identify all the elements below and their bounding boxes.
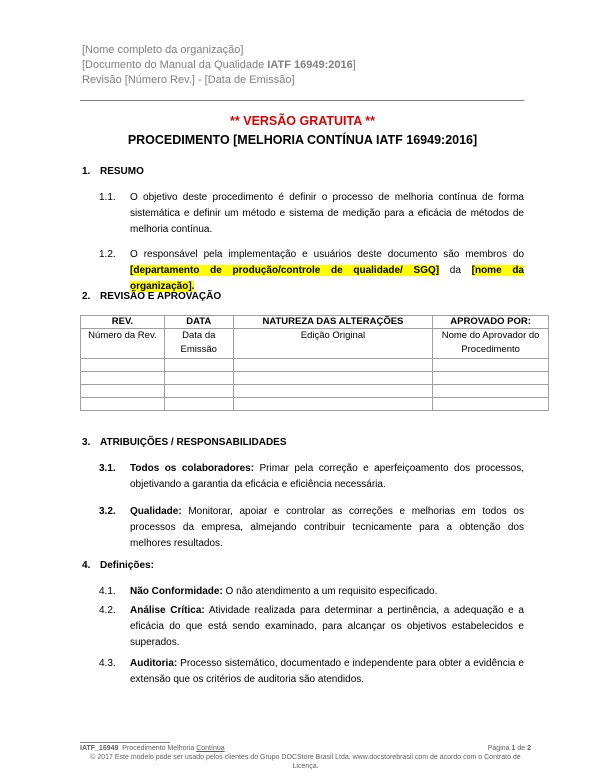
footer-divider	[80, 742, 170, 743]
footer-copyright: © 2017 Este modelo pode ser usado pelos clientes do Grupo DOCStore Brasil Ltda. www.docstorebrasil.com de acordo com o Contrato de Licença.	[90, 754, 521, 770]
paragraph-number: 1.2.	[99, 249, 116, 260]
highlight-organization: [nome da organização].	[130, 265, 524, 292]
footer-page-number	[488, 744, 531, 753]
table-cell-data: Data da Emissão	[164, 329, 233, 359]
section-title: ATRIBUIÇÕES / RESPONSABILIDADES	[100, 437, 287, 448]
paragraph-3-1	[99, 461, 524, 493]
table-row-empty	[81, 359, 549, 372]
section-heading-definicoes	[82, 560, 154, 571]
section-heading-revisao	[82, 291, 221, 302]
paragraph-text	[130, 584, 524, 600]
table-cell-aprovado: Nome do Aprovador do Procedimento	[433, 329, 549, 359]
section-number: 3.	[82, 437, 91, 448]
section-title: RESUMO	[100, 166, 144, 177]
paragraph-number: 4.2.	[99, 605, 116, 616]
section-number: 1.	[82, 166, 91, 177]
paragraph-number: 3.1.	[99, 463, 116, 474]
header-divider	[80, 100, 524, 101]
paragraph-body: O não atendimento a um requisito especificado.	[222, 586, 438, 597]
paragraph-text-a: O responsável pela implementação e usuários deste documento são membros do	[130, 249, 524, 260]
highlight-department: [departamento de produção/controle de qualidade/ SGQ]	[130, 265, 440, 276]
paragraph-text-b: da	[439, 265, 472, 276]
free-version-banner: ** VERSÃO GRATUITA **	[230, 114, 375, 128]
document-header	[82, 43, 356, 88]
table-header-natureza: NATUREZA DAS ALTERAÇÕES	[233, 316, 432, 329]
header-manual-standard: IATF 16949:2016	[267, 59, 353, 71]
table-row-empty	[81, 398, 549, 411]
table-cell-rev: Número da Rev.	[81, 329, 165, 359]
table-row-empty	[81, 372, 549, 385]
paragraph-4-3	[99, 656, 524, 688]
section-title: Definições:	[100, 560, 154, 571]
table-header-aprovado: APROVADO POR:	[433, 316, 549, 329]
paragraph-text: O objetivo deste procedimento é definir o processo de melhoria contínua de forma sistemática e definir um método e sistema de medição para a eficácia de métodos de melhoria contínua.	[130, 192, 524, 235]
paragraph-number: 3.2.	[99, 506, 116, 517]
header-revision: Revisão [Número Rev.] - [Data de Emissão]	[82, 74, 295, 86]
paragraph-text	[130, 504, 524, 552]
table-header-rev: REV.	[81, 316, 165, 329]
paragraph-4-1	[99, 584, 524, 600]
paragraph-text	[130, 656, 524, 688]
footer-page-current: 1	[511, 745, 516, 752]
footer-page-total: 2	[527, 745, 531, 752]
paragraph-1-2	[99, 247, 524, 295]
header-manual-line	[82, 58, 356, 73]
footer-doc-code: IATF_16949	[80, 745, 119, 752]
document-title: PROCEDIMENTO [MELHORIA CONTÍNUA IATF 16949:2016]	[127, 133, 478, 147]
paragraph-body: Atividade realizada para determinar a pertinência, a adequação e a eficácia do que está sendo examinado, para alcançar os objetivos estabelecidos e superados.	[130, 605, 524, 648]
paragraph-4-2	[99, 603, 524, 651]
paragraph-body: Primar pela correção e aperfeiçoamento dos processos, objetivando a garantia da eficácia e eficiência necessária.	[130, 463, 524, 490]
paragraph-text	[130, 461, 524, 493]
paragraph-text	[130, 603, 524, 651]
header-manual-suffix: ]	[352, 59, 356, 71]
footer-doc-link[interactable]: Contínua	[196, 745, 225, 752]
paragraph-label: Qualidade:	[130, 506, 182, 517]
paragraph-label: Todos os colaboradores:	[130, 463, 255, 474]
document-footer	[80, 744, 531, 771]
table-header-row	[81, 316, 549, 329]
paragraph-label: Auditoria:	[130, 658, 178, 669]
table-cell-natureza: Edição Original	[233, 329, 432, 359]
paragraph-label: Não Conformidade:	[130, 586, 223, 597]
header-manual-prefix: [Documento do Manual da Qualidade	[82, 59, 268, 71]
paragraph-number: 4.1.	[99, 586, 116, 597]
paragraph-number: 4.3.	[99, 658, 116, 669]
revision-table	[80, 315, 549, 411]
footer-doc-info	[80, 744, 531, 753]
table-row-empty	[81, 385, 549, 398]
table-header-data: DATA	[164, 316, 233, 329]
paragraph-number: 1.1.	[99, 192, 116, 203]
paragraph-label: Análise Crítica:	[130, 605, 205, 616]
footer-page-label: Página	[487, 745, 512, 752]
header-org-name: [Nome completo da organização]	[82, 44, 244, 56]
paragraph-1-1	[99, 190, 524, 238]
paragraph-3-2	[99, 504, 524, 552]
paragraph-text	[130, 247, 524, 295]
paragraph-body: Processo sistemático, documentado e independente para obter a evidência e extensão que os critérios de auditoria são atendidos.	[130, 658, 524, 685]
section-number: 4.	[82, 560, 91, 571]
footer-page-of: de	[515, 745, 528, 752]
section-heading-atribuicoes	[82, 437, 287, 448]
paragraph-body: Monitorar, apoiar e controlar as correções e melhorias em todos os processos da empresa, almejando contribuir tecnicamente para a obtenção dos melhores resultados.	[130, 506, 524, 549]
section-number: 2.	[82, 291, 91, 302]
section-heading-resumo	[82, 166, 144, 177]
table-row	[81, 329, 549, 359]
footer-doc-name: Procedimento Melhoria	[122, 745, 195, 752]
section-title: REVISÃO E APROVAÇÃO	[100, 291, 222, 302]
